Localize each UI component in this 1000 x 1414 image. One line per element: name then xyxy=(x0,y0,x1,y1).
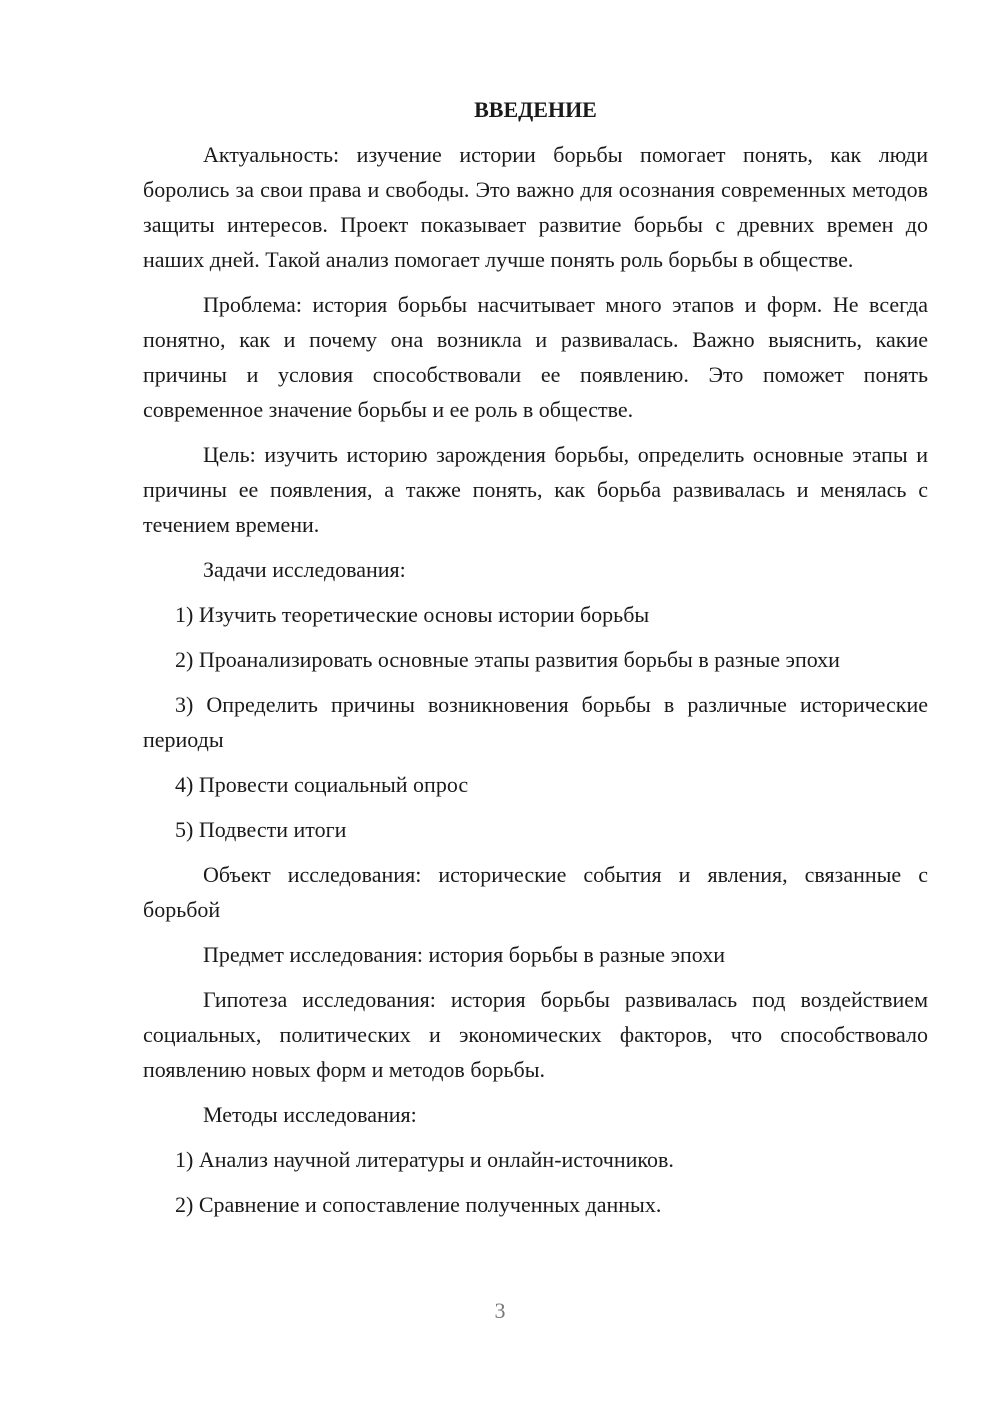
tasks-heading: Задачи исследования: xyxy=(203,557,406,582)
task-item-2: 2) Проанализировать основные этапы развития борьбы в разные эпохи xyxy=(175,647,840,672)
subject-paragraph: Предмет исследования: история борьбы в разные эпохи xyxy=(203,942,726,967)
task-item-4: 4) Провести социальный опрос xyxy=(175,772,469,797)
method-item-1: 1) Анализ научной литературы и онлайн-источников. xyxy=(175,1147,674,1172)
problem-paragraph: Проблема: история борьбы насчитывает много этапов и форм. Не всегда понятно, как и почему она возникла и развивалась. Важно выяснить, какие причины и условия способствовали ее появлению. Это поможет понять современное значение борьбы и ее роль в обществе. xyxy=(143,292,928,422)
page-number: 3 xyxy=(494,1298,506,1323)
goal-paragraph: Цель: изучить историю зарождения борьбы, определить основные этапы и причины ее появления, а также понять, как борьба развивалась и менялась с течением времени. xyxy=(143,442,928,537)
task-item-3: 3) Определить причины возникновения борьбы в различные исторические периоды xyxy=(143,692,928,752)
task-item-1: 1) Изучить теоретические основы истории борьбы xyxy=(175,602,650,627)
task-item-5: 5) Подвести итоги xyxy=(175,817,347,842)
hypothesis-paragraph: Гипотеза исследования: история борьбы развивалась под воздействием социальных, политических и экономических факторов, что способствовало появлению новых форм и методов борьбы. xyxy=(143,987,928,1082)
document-page xyxy=(143,92,928,1222)
relevance-paragraph: Актуальность: изучение истории борьбы помогает понять, как люди боролись за свои права и свободы. Это важно для осознания современных методов защиты интересов. Проект показывает развитие борьбы с древних времен до наших дней. Такой анализ помогает лучше понять роль борьбы в обществе. xyxy=(143,142,928,272)
object-paragraph: Объект исследования: исторические события и явления, связанные с борьбой xyxy=(143,862,928,922)
method-item-2: 2) Сравнение и сопоставление полученных данных. xyxy=(175,1192,662,1217)
section-title: ВВЕДЕНИЕ xyxy=(474,97,597,122)
methods-heading: Методы исследования: xyxy=(203,1102,417,1127)
